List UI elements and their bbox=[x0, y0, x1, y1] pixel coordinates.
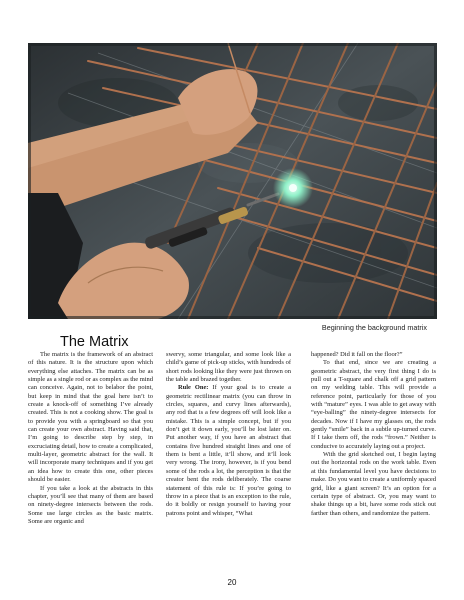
section-heading: The Matrix bbox=[60, 334, 129, 350]
text-column-3 bbox=[311, 351, 436, 518]
text-column-2 bbox=[166, 351, 291, 518]
page-number: 20 bbox=[227, 578, 237, 587]
rule-one-label: Rule One: bbox=[178, 384, 209, 392]
paragraph: To that end, since we are creating a geometric abstract, the very first thing I do is pull out a T-square and chalk off a grid pattern on my welding table. This will provide a reference point, particularly for those of you with “mature” eyes. I was able to get away with “eye-balling” the ninety-degree intersects for decades. Now if I have my glasses on, the rods gently “smile” back in a subtle up-turned curve. If I take them off, the rods “frown.” Neither is conducive to accurately laying out a project. bbox=[311, 359, 436, 450]
photo-caption: Beginning the background matrix bbox=[321, 323, 427, 332]
paragraph: swervy, some triangular, and some look like a child’s game of pick-up sticks, with hundreds of short rods looking like they were just thrown on the table and brazed together. bbox=[166, 351, 291, 384]
welding-photo bbox=[28, 43, 437, 319]
paragraph: happened? Did it fall on the floor?” bbox=[311, 351, 403, 358]
paragraph: With the grid sketched out, I begin laying out the horizontal rods on the work table. Even at this fundamental level you have decisions to make. Do you want to create a uniformly spaced grid, like a giant screen? It’s an option for a certain type of abstract. Or, you may want to shake things up a bit, have some rods stick out farther than others, and randomize the pattern. bbox=[311, 451, 436, 517]
photo-welding-matrix bbox=[28, 43, 437, 319]
rule-one-text: If your goal is to create a geometric rectilinear matrix (you can throw in circles, squares, and curvy lines afterwards), any rod that is a few degrees off will look like a mistake. This is a simple concept, but if you don’t get it down early, you’ll be lost later on. Put another way, if you have an abstract that contains five hundred straight lines and one of them is bent a little, it’ll show, and it’ll look very wrong. The irony, however, is if you bend some of the rods a lot, the perception is that the creator bent the rods deliberately. The coarse statement of this rule is: If you’re going to throw in a piece that is an exception to the rule, do it boldly or resign yourself to having your patrons point and whisper, “What bbox=[166, 384, 291, 517]
paragraph-rule-one bbox=[166, 384, 291, 518]
text-column-1 bbox=[28, 351, 153, 526]
paragraph: The matrix is the framework of an abstract of this nature. It is the structure upon which everything else attaches. The matrix can be as simple as a single rod or as complex as the mind can conceive. Again, not to belabor the point, but keep in mind that the goal here isn’t to create a knock-off of something I’ve already created. This is not a cooking show. The goal is to provide you with a springboard so that you can create your own abstract. Having said that, I’m going to describe step by step, in excruciating detail, how to create a complicated, multi-layer, geometric abstract for the wall. It will incorporate many techniques and if you get an idea how to create this one, other pieces should be easier. bbox=[28, 351, 153, 484]
paragraph: If you take a look at the abstracts in this chapter, you’ll see that many of them are based on ninety-degree intersects between the rods. Some use large circles as the basic matrix. Some are organic and bbox=[28, 484, 153, 525]
